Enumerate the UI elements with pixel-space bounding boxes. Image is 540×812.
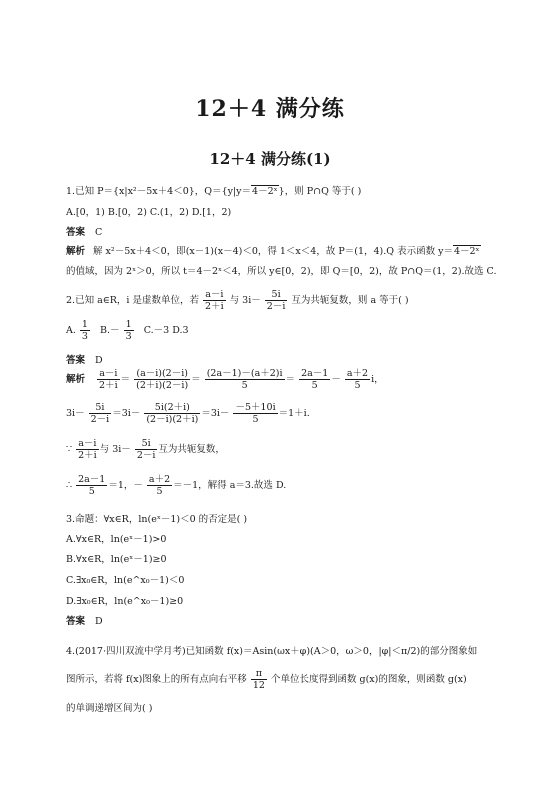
page-title: 12＋4 满分练 [195,96,345,122]
question-2-solution-line-3: ∵ $\frac{a-i}{2+i}$ 与 3i－ $\frac{5i}{2-i}$ 互为共轭复数， [66,438,225,461]
question-3-stem: 3.命题：∀x∈R，ln(eˣ－1)＜0 的否定是( ) [66,514,248,525]
question-2-answer: 答案 D [66,355,103,366]
question-1-stem: 1.已知 P＝{x|x²－5x＋4＜0}，Q＝{y|y＝4－2ˣ}，则 P∩Q 等于( ) [66,186,362,197]
question-4-stem-line-3: 的单调递增区间为( ) [66,703,153,714]
question-1-solution-line-1: 解析 解 x²－5x＋4＜0，即(x－1)(x－4)＜0，得 1＜x＜4，故 P＝(1，4).Q 表示函数 y＝4－2ˣ [66,246,480,257]
question-2-stem: 2.已知 a∈R，i 是虚数单位，若 $\frac{a-i}{2+i}$ 与 3i－ $\frac{5i}{2-i}$ 互为共轭复数，则 a 等于( ) [66,289,409,312]
question-3-option-b: B.∀x∈R，ln(eˣ－1)≥0 [66,554,167,565]
section-title: 12＋4 满分练(1) [209,150,331,168]
question-3-answer: 答案 D [66,616,103,627]
question-1-solution-line-2: 的值域，因为 2ˣ＞0，所以 t＝4－2ˣ＜4，所以 y∈[0，2)，即 Q＝[0，2)，故 P∩Q＝(1，2).故选 C. [66,266,497,277]
question-2-solution-line-2: 3i－ $\frac{5i}{2-i}$ ＝3i－ $\frac{5i(2+i)}{(2-i)(2+i)}$ ＝3i－ $\frac{-5+10i}{5}$ ＝1＋i. [66,402,310,425]
question-3-option-c: C.∃x₀∈R，ln(e^x₀－1)＜0 [66,575,185,586]
question-4-stem-line-1: 4.(2017·四川双流中学月考)已知函数 f(x)＝Asin(ωx＋φ)(A＞0，ω＞0，|φ|＜π/2)的部分图象如 [66,646,478,657]
question-2-solution-line-4: ∴ $\frac{2a-1}{5}$ ＝1，－ $\frac{a+2}{5}$ ＝－1，解得 a＝3.故选 D. [66,474,287,497]
question-3-option-a: A.∀x∈R，ln(eˣ－1)>0 [66,534,167,545]
question-2-options: A. $\frac{1}{3}$ B.－ $\frac{1}{3}$ C.－3 D.3 [66,319,189,342]
question-1-options: A.[0，1) B.[0，2) C.(1，2) D.[1，2) [66,207,232,218]
question-3-option-d: D.∃x₀∈R，ln(e^x₀－1)≥0 [66,596,184,607]
question-2-solution-line-1: 解析 $\frac{a-i}{2+i}$ ＝ $\frac{(a-i)(2-i)}{(2+i)(2-i)}$ ＝ $\frac{(2a-1)-(a+2)i}{5}$ ＝ $\frac{2a-1}{5}$ － $\frac{a+2}{5}$ i， [66,368,384,391]
question-4-stem-line-2: 图所示，若将 f(x)图象上的所有点向右平移 $\frac{\pi}{12}$ 个单位长度得到函数 g(x)的图象，则函数 g(x) [66,668,467,691]
question-1-answer: 答案 C [66,227,103,238]
